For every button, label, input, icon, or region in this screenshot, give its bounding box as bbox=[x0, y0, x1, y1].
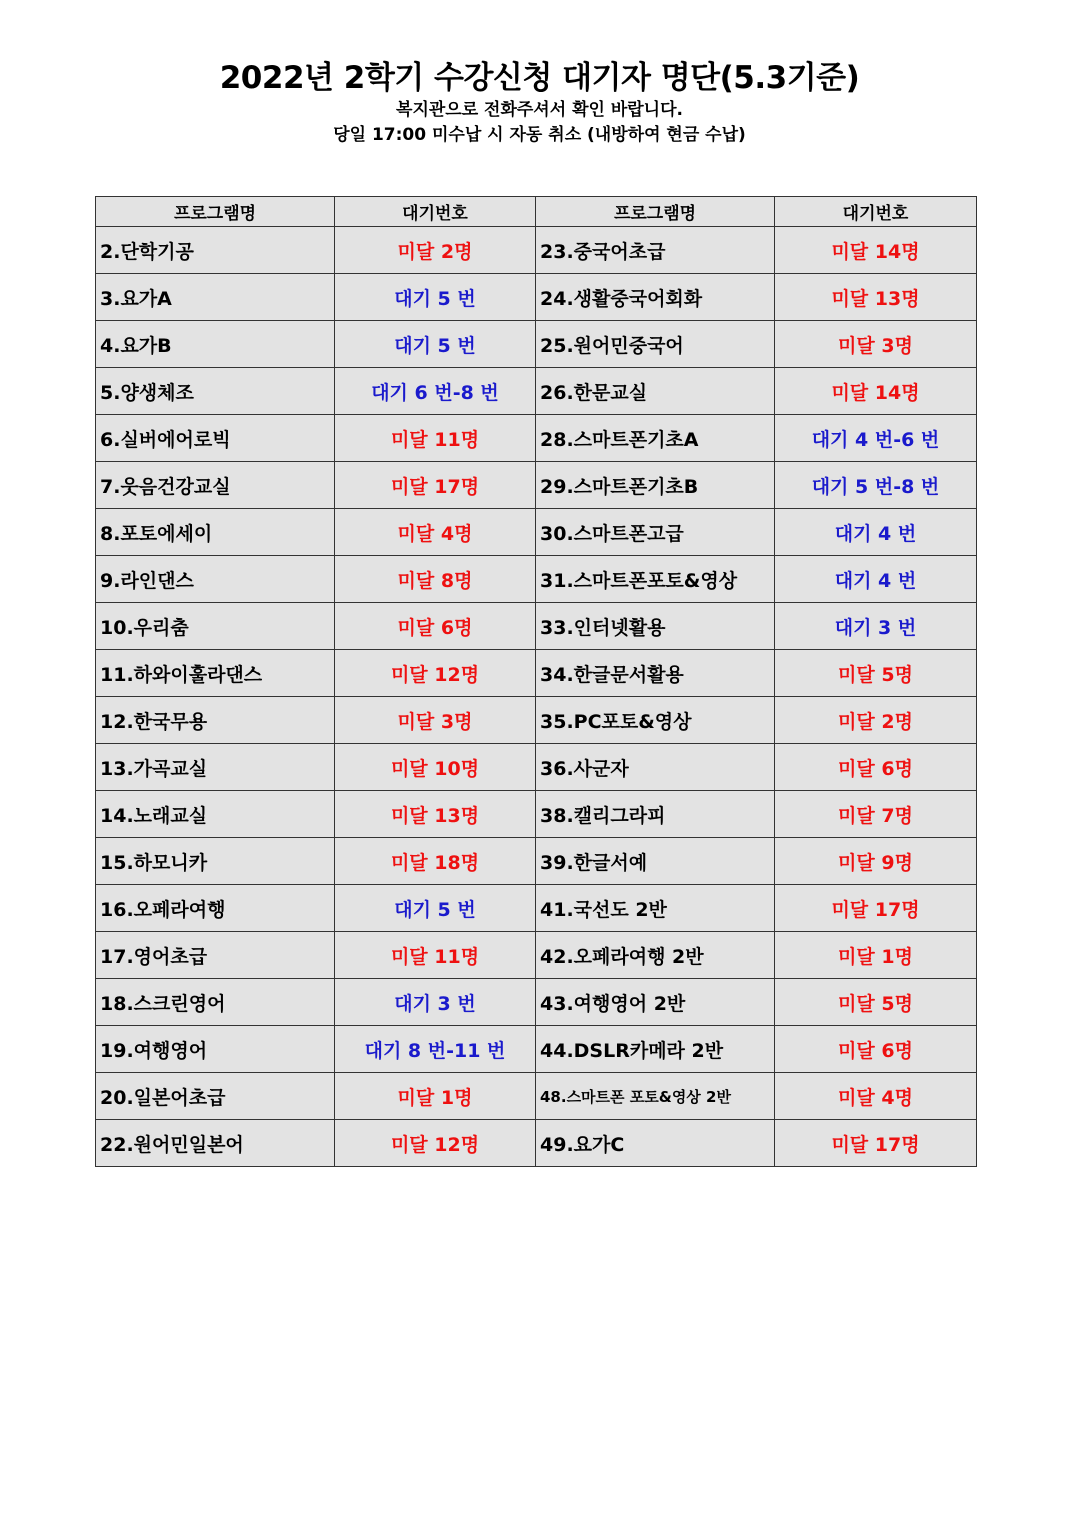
program-name-cell: 26.한문교실 bbox=[536, 368, 775, 415]
program-name-cell: 38.캘리그라피 bbox=[536, 791, 775, 838]
program-name-cell: 24.생활중국어회화 bbox=[536, 274, 775, 321]
table-row bbox=[96, 650, 977, 697]
table-row bbox=[96, 1120, 977, 1167]
table-row bbox=[96, 932, 977, 979]
waitlist-status-cell: 미달 12명 bbox=[335, 1120, 536, 1167]
waitlist-status-cell: 미달 5명 bbox=[775, 650, 977, 697]
program-name-cell: 8.포토에세이 bbox=[96, 509, 335, 556]
program-name-cell: 34.한글문서활용 bbox=[536, 650, 775, 697]
table-row bbox=[96, 697, 977, 744]
program-name-cell: 25.원어민중국어 bbox=[536, 321, 775, 368]
waitlist-status-cell: 대기 3 번 bbox=[775, 603, 977, 650]
program-name-cell: 2.단학기공 bbox=[96, 227, 335, 274]
waitlist-status-cell: 미달 2명 bbox=[335, 227, 536, 274]
table-header-row bbox=[96, 197, 977, 227]
waitlist-status-cell: 미달 17명 bbox=[775, 885, 977, 932]
waitlist-status-cell: 미달 1명 bbox=[335, 1073, 536, 1120]
waitlist-status-cell: 미달 7명 bbox=[775, 791, 977, 838]
waitlist-status-cell: 미달 14명 bbox=[775, 368, 977, 415]
program-name-cell: 42.오페라여행 2반 bbox=[536, 932, 775, 979]
waitlist-status-cell: 대기 4 번-6 번 bbox=[775, 415, 977, 462]
notice-line-2: 당일 17:00 미수납 시 자동 취소 (내방하여 현금 수납) bbox=[333, 125, 746, 145]
table-row bbox=[96, 321, 977, 368]
waitlist-status-cell: 미달 1명 bbox=[775, 932, 977, 979]
table-row bbox=[96, 1026, 977, 1073]
waitlist-status-cell: 미달 11명 bbox=[335, 415, 536, 462]
program-name-cell: 23.중국어초급 bbox=[536, 227, 775, 274]
waitlist-status-cell: 미달 17명 bbox=[335, 462, 536, 509]
program-name-cell: 9.라인댄스 bbox=[96, 556, 335, 603]
waitlist-status-cell: 미달 6명 bbox=[775, 1026, 977, 1073]
program-name-cell: 44.DSLR카메라 2반 bbox=[536, 1026, 775, 1073]
program-name-cell: 43.여행영어 2반 bbox=[536, 979, 775, 1026]
column-header-waitlist: 대기번호 bbox=[335, 197, 536, 227]
table-row bbox=[96, 462, 977, 509]
program-name-cell: 5.양생체조 bbox=[96, 368, 335, 415]
waitlist-status-cell: 미달 6명 bbox=[775, 744, 977, 791]
waitlist-status-cell: 대기 5 번 bbox=[335, 274, 536, 321]
waitlist-status-cell: 미달 9명 bbox=[775, 838, 977, 885]
program-name-cell: 18.스크린영어 bbox=[96, 979, 335, 1026]
document-header bbox=[0, 58, 1079, 148]
program-name-cell: 17.영어초급 bbox=[96, 932, 335, 979]
waitlist-status-cell: 미달 18명 bbox=[335, 838, 536, 885]
waitlist-status-cell: 미달 4명 bbox=[775, 1073, 977, 1120]
waitlist-status-cell: 미달 17명 bbox=[775, 1120, 977, 1167]
program-name-cell: 13.가곡교실 bbox=[96, 744, 335, 791]
waitlist-status-cell: 미달 5명 bbox=[775, 979, 977, 1026]
table-row bbox=[96, 885, 977, 932]
table-row bbox=[96, 791, 977, 838]
waitlist-status-cell: 미달 4명 bbox=[335, 509, 536, 556]
table-body bbox=[96, 227, 977, 1167]
waitlist-status-cell: 미달 13명 bbox=[775, 274, 977, 321]
program-name-cell: 20.일본어초급 bbox=[96, 1073, 335, 1120]
waitlist-status-cell: 대기 5 번 bbox=[335, 885, 536, 932]
program-name-cell: 14.노래교실 bbox=[96, 791, 335, 838]
waitlist-status-cell: 대기 3 번 bbox=[335, 979, 536, 1026]
program-name-cell: 15.하모니카 bbox=[96, 838, 335, 885]
column-header-waitlist: 대기번호 bbox=[775, 197, 977, 227]
program-name-cell: 16.오페라여행 bbox=[96, 885, 335, 932]
column-header-program: 프로그램명 bbox=[536, 197, 775, 227]
page-title: 2022년 2학기 수강신청 대기자 명단(5.3기준) bbox=[219, 60, 860, 96]
column-header-program: 프로그램명 bbox=[96, 197, 335, 227]
waitlist-status-cell: 미달 2명 bbox=[775, 697, 977, 744]
waitlist-status-cell: 미달 3명 bbox=[775, 321, 977, 368]
notice-line-1: 복지관으로 전화주셔서 확인 바랍니다. bbox=[396, 100, 683, 120]
program-name-cell: 49.요가C bbox=[536, 1120, 775, 1167]
program-name-cell: 22.원어민일본어 bbox=[96, 1120, 335, 1167]
program-name-cell: 11.하와이훌라댄스 bbox=[96, 650, 335, 697]
table-row bbox=[96, 556, 977, 603]
waitlist-status-cell: 미달 13명 bbox=[335, 791, 536, 838]
table-row bbox=[96, 603, 977, 650]
waitlist-table bbox=[95, 196, 977, 1167]
waitlist-status-cell: 대기 6 번-8 번 bbox=[335, 368, 536, 415]
program-name-cell: 4.요가B bbox=[96, 321, 335, 368]
program-name-cell: 28.스마트폰기초A bbox=[536, 415, 775, 462]
program-name-cell: 35.PC포토&영상 bbox=[536, 697, 775, 744]
table-row bbox=[96, 415, 977, 462]
table-row bbox=[96, 227, 977, 274]
waitlist-status-cell: 미달 12명 bbox=[335, 650, 536, 697]
program-name-cell: 30.스마트폰고급 bbox=[536, 509, 775, 556]
program-name-cell: 48.스마트폰 포토&영상 2반 bbox=[536, 1073, 775, 1120]
table-row bbox=[96, 838, 977, 885]
waitlist-status-cell: 대기 4 번 bbox=[775, 556, 977, 603]
waitlist-status-cell: 미달 14명 bbox=[775, 227, 977, 274]
program-name-cell: 12.한국무용 bbox=[96, 697, 335, 744]
table-row bbox=[96, 509, 977, 556]
waitlist-status-cell: 대기 5 번 bbox=[335, 321, 536, 368]
table-row bbox=[96, 1073, 977, 1120]
program-name-cell: 7.웃음건강교실 bbox=[96, 462, 335, 509]
table-row bbox=[96, 979, 977, 1026]
table-row bbox=[96, 368, 977, 415]
waitlist-status-cell: 대기 5 번-8 번 bbox=[775, 462, 977, 509]
program-name-cell: 39.한글서예 bbox=[536, 838, 775, 885]
table-row bbox=[96, 274, 977, 321]
waitlist-status-cell: 미달 3명 bbox=[335, 697, 536, 744]
program-name-cell: 3.요가A bbox=[96, 274, 335, 321]
program-name-cell: 19.여행영어 bbox=[96, 1026, 335, 1073]
program-name-cell: 10.우리춤 bbox=[96, 603, 335, 650]
program-name-cell: 36.사군자 bbox=[536, 744, 775, 791]
program-name-cell: 31.스마트폰포토&영상 bbox=[536, 556, 775, 603]
waitlist-status-cell: 미달 10명 bbox=[335, 744, 536, 791]
waitlist-status-cell: 대기 4 번 bbox=[775, 509, 977, 556]
waitlist-status-cell: 대기 8 번-11 번 bbox=[335, 1026, 536, 1073]
program-name-cell: 29.스마트폰기초B bbox=[536, 462, 775, 509]
waitlist-status-cell: 미달 8명 bbox=[335, 556, 536, 603]
waitlist-status-cell: 미달 11명 bbox=[335, 932, 536, 979]
table-row bbox=[96, 744, 977, 791]
program-name-cell: 6.실버에어로빅 bbox=[96, 415, 335, 462]
program-name-cell: 33.인터넷활용 bbox=[536, 603, 775, 650]
waitlist-status-cell: 미달 6명 bbox=[335, 603, 536, 650]
program-name-cell: 41.국선도 2반 bbox=[536, 885, 775, 932]
